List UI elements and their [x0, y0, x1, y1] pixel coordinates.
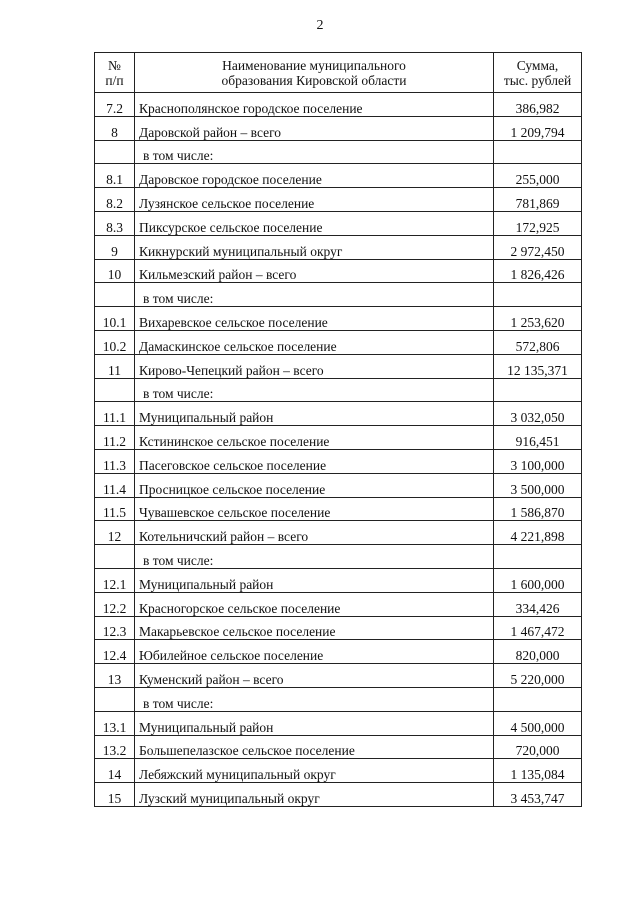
row-sum: 1 826,426	[494, 259, 582, 283]
table-header-row	[95, 53, 582, 93]
table-row	[95, 545, 582, 569]
row-number: 12.4	[95, 640, 135, 664]
row-number: 11.1	[95, 402, 135, 426]
table-row	[95, 783, 582, 807]
header-sum-line-2: тыс. рублей	[503, 72, 572, 88]
row-municipality-name: Даровской район – всего	[135, 116, 494, 140]
row-municipality-name: Дамаскинское сельское поселение	[135, 330, 494, 354]
table-row	[95, 93, 582, 117]
row-number: 14	[95, 759, 135, 783]
row-number	[95, 687, 135, 711]
table-row	[95, 116, 582, 140]
row-number	[95, 378, 135, 402]
row-sum	[494, 283, 582, 307]
table-row	[95, 521, 582, 545]
row-municipality-name: в том числе:	[135, 378, 494, 402]
page-number: 2	[316, 18, 324, 33]
row-municipality-name: Большепелазское сельское поселение	[135, 735, 494, 759]
row-number: 10.1	[95, 307, 135, 331]
row-sum: 1 467,472	[494, 616, 582, 640]
row-municipality-name: Лузский муниципальный округ	[135, 783, 494, 807]
row-sum: 1 253,620	[494, 307, 582, 331]
row-sum: 1 209,794	[494, 116, 582, 140]
row-number: 8	[95, 116, 135, 140]
table-row	[95, 711, 582, 735]
header-sum-line-1: Сумма,	[516, 57, 559, 73]
table-row	[95, 473, 582, 497]
row-municipality-name: Кильмезский район – всего	[135, 259, 494, 283]
row-municipality-name: Чувашевское сельское поселение	[135, 497, 494, 521]
budget-table	[94, 52, 582, 807]
row-number: 8.1	[95, 164, 135, 188]
header-number-line-1: №	[108, 57, 121, 73]
row-sum: 3 100,000	[494, 449, 582, 473]
table-row	[95, 497, 582, 521]
row-sum	[494, 687, 582, 711]
header-name-line-2: образования Кировской области	[221, 72, 407, 88]
row-sum: 1 586,870	[494, 497, 582, 521]
table-row	[95, 759, 582, 783]
row-municipality-name: Вихаревское сельское поселение	[135, 307, 494, 331]
row-number: 10.2	[95, 330, 135, 354]
row-number	[95, 283, 135, 307]
table-body	[95, 93, 582, 807]
header-name-line-1: Наименование муниципального	[222, 57, 406, 73]
table-row	[95, 616, 582, 640]
row-sum: 386,982	[494, 93, 582, 117]
row-municipality-name: Муниципальный район	[135, 568, 494, 592]
table-row	[95, 592, 582, 616]
row-municipality-name: Пиксурское сельское поселение	[135, 211, 494, 235]
row-sum: 916,451	[494, 426, 582, 450]
table-row	[95, 664, 582, 688]
row-number: 11.5	[95, 497, 135, 521]
row-number: 8.2	[95, 188, 135, 212]
row-number: 11.3	[95, 449, 135, 473]
row-sum	[494, 140, 582, 164]
row-number: 12	[95, 521, 135, 545]
row-number: 13.2	[95, 735, 135, 759]
row-municipality-name: Краснополянское городское поселение	[135, 93, 494, 117]
row-number: 7.2	[95, 93, 135, 117]
row-municipality-name: Лузянское сельское поселение	[135, 188, 494, 212]
table-row	[95, 259, 582, 283]
table-row	[95, 449, 582, 473]
table-row	[95, 402, 582, 426]
row-sum: 4 500,000	[494, 711, 582, 735]
row-sum: 781,869	[494, 188, 582, 212]
row-number: 11.4	[95, 473, 135, 497]
row-number: 10	[95, 259, 135, 283]
row-sum: 820,000	[494, 640, 582, 664]
row-number: 9	[95, 235, 135, 259]
row-number: 13.1	[95, 711, 135, 735]
row-sum: 5 220,000	[494, 664, 582, 688]
table-row	[95, 735, 582, 759]
header-sum	[494, 53, 582, 93]
row-municipality-name: Кикнурский муниципальный округ	[135, 235, 494, 259]
row-municipality-name: Лебяжский муниципальный округ	[135, 759, 494, 783]
table-row	[95, 354, 582, 378]
row-municipality-name: в том числе:	[135, 687, 494, 711]
row-sum: 1 135,084	[494, 759, 582, 783]
row-sum: 720,000	[494, 735, 582, 759]
header-number	[95, 53, 135, 93]
table-row	[95, 568, 582, 592]
row-sum: 572,806	[494, 330, 582, 354]
row-sum: 4 221,898	[494, 521, 582, 545]
row-number	[95, 545, 135, 569]
row-municipality-name: Красногорское сельское поселение	[135, 592, 494, 616]
row-sum: 334,426	[494, 592, 582, 616]
row-municipality-name: Куменский район – всего	[135, 664, 494, 688]
row-municipality-name: Макарьевское сельское поселение	[135, 616, 494, 640]
row-number: 12.1	[95, 568, 135, 592]
row-sum: 1 600,000	[494, 568, 582, 592]
table-row	[95, 687, 582, 711]
row-municipality-name: Муниципальный район	[135, 402, 494, 426]
row-sum: 3 500,000	[494, 473, 582, 497]
row-municipality-name: Юбилейное сельское поселение	[135, 640, 494, 664]
row-municipality-name: в том числе:	[135, 545, 494, 569]
row-municipality-name: Даровское городское поселение	[135, 164, 494, 188]
row-municipality-name: Котельничский район – всего	[135, 521, 494, 545]
row-municipality-name: в том числе:	[135, 283, 494, 307]
row-municipality-name: Кстининское сельское поселение	[135, 426, 494, 450]
row-municipality-name: Муниципальный район	[135, 711, 494, 735]
row-municipality-name: Пасеговское сельское поселение	[135, 449, 494, 473]
row-number: 11.2	[95, 426, 135, 450]
table-row	[95, 235, 582, 259]
row-sum: 3 032,050	[494, 402, 582, 426]
row-sum: 255,000	[494, 164, 582, 188]
row-number: 13	[95, 664, 135, 688]
row-sum: 12 135,371	[494, 354, 582, 378]
row-municipality-name: в том числе:	[135, 140, 494, 164]
table-row	[95, 211, 582, 235]
row-sum: 3 453,747	[494, 783, 582, 807]
table-row	[95, 640, 582, 664]
header-name	[135, 53, 494, 93]
row-sum	[494, 378, 582, 402]
row-sum: 172,925	[494, 211, 582, 235]
row-number	[95, 140, 135, 164]
row-sum: 2 972,450	[494, 235, 582, 259]
table-row	[95, 140, 582, 164]
table-row	[95, 164, 582, 188]
row-municipality-name: Просницкое сельское поселение	[135, 473, 494, 497]
table-row	[95, 307, 582, 331]
table-row	[95, 378, 582, 402]
row-number: 15	[95, 783, 135, 807]
table-row	[95, 330, 582, 354]
row-number: 11	[95, 354, 135, 378]
table-row	[95, 426, 582, 450]
row-number: 8.3	[95, 211, 135, 235]
table-row	[95, 188, 582, 212]
row-sum	[494, 545, 582, 569]
row-number: 12.2	[95, 592, 135, 616]
row-number: 12.3	[95, 616, 135, 640]
row-municipality-name: Кирово-Чепецкий район – всего	[135, 354, 494, 378]
table-row	[95, 283, 582, 307]
header-number-line-2: п/п	[105, 72, 124, 88]
